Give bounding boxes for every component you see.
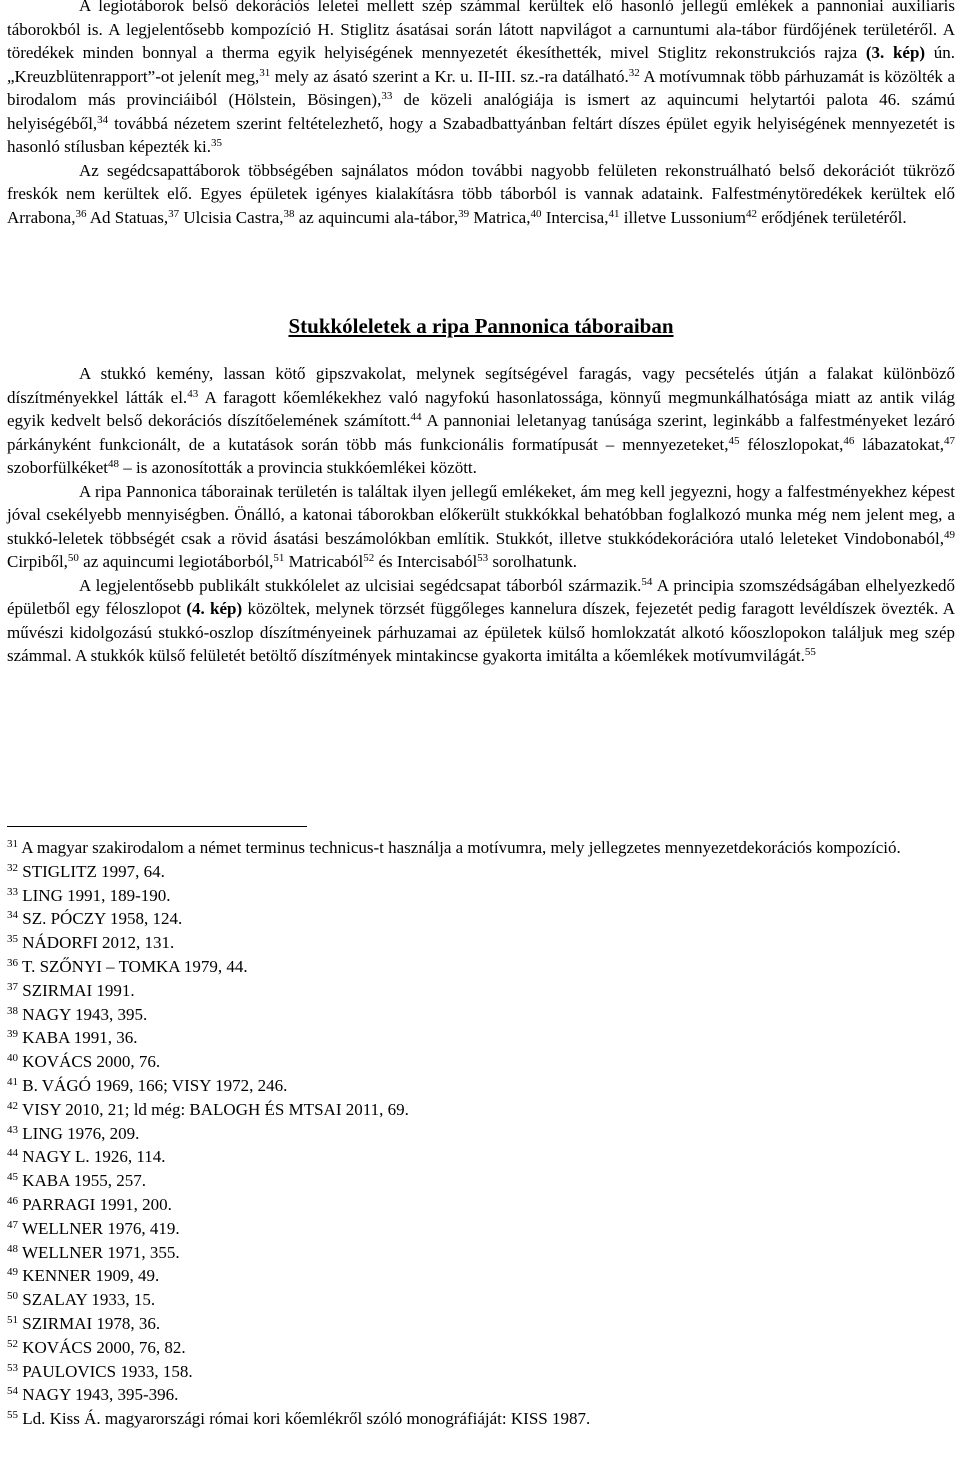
footnote-number: 43: [7, 1123, 18, 1136]
footnote-number: 51: [7, 1313, 18, 1326]
footnote-number: 52: [7, 1337, 18, 1350]
text-run: Cirpiből,: [7, 552, 68, 571]
footnote-reference[interactable]: 36: [75, 207, 87, 220]
footnote-number: 37: [7, 980, 18, 993]
footnote-reference[interactable]: 48: [108, 458, 120, 470]
text-run: A faragott kőemlékekhez való nagyfokú hasonlatossága, könnyű megmunkálhatósága miatt az antik világ egyik kedvelt belső dekorációs díszítőelemének számított.: [7, 387, 955, 430]
footnote: [7, 1193, 955, 1217]
footnote-text: T. SZŐNYI – TOMKA 1979, 44.: [18, 956, 248, 976]
footnote-reference[interactable]: 37: [168, 207, 180, 220]
text-run: de közeli analógiája is ismert az aquincumi helytartói palota 46. számú helyiségéből,: [7, 90, 956, 133]
text-run: szoborfülkéket: [7, 458, 109, 477]
footnote-number: 35: [7, 933, 18, 946]
footnote-text: A magyar szakirodalom a német terminus technicus-t használja a motívumra, mely jellegzetes mennyezetdekorációs kompozíció.: [18, 838, 901, 857]
footnote-reference[interactable]: 39: [458, 207, 470, 220]
text-run: Ulcisia Castra,: [179, 207, 284, 227]
footnote-reference[interactable]: 38: [283, 207, 295, 220]
footnote-reference[interactable]: 49: [944, 528, 955, 541]
footnote-text: Ld. Kiss Á. magyarországi római kori kőemlékről szóló monográfiáját: KISS 1987.: [18, 1409, 591, 1429]
text-run: A legjelentősebb publikált stukkólelet az ulcisiai segédcsapat táborból származik.: [79, 575, 642, 595]
footnote-number: 32: [7, 861, 18, 874]
footnote: [7, 1264, 955, 1288]
footnote-number: 46: [7, 1194, 18, 1207]
footnote-reference[interactable]: 54: [641, 575, 653, 588]
footnote-number: 53: [7, 1361, 18, 1374]
footnote-reference[interactable]: 46: [843, 434, 855, 447]
footnote: [7, 1145, 955, 1169]
footnote: [7, 1074, 955, 1098]
footnote-text: NÁDORFI 2012, 131.: [18, 933, 175, 953]
text-run: Ad Statuas,: [86, 207, 169, 227]
footnote-text: WELLNER 1976, 419.: [18, 1218, 180, 1238]
footnote: [7, 931, 955, 955]
footnote: [7, 1241, 955, 1265]
footnotes-list: [7, 836, 955, 1431]
footnote-text: PARRAGI 1991, 200.: [18, 1194, 172, 1214]
paragraph: [7, 159, 955, 230]
text-run: lábazatokat,: [854, 434, 945, 454]
footnote-text: WELLNER 1971, 355.: [18, 1242, 180, 1262]
footnote-number: 47: [7, 1218, 18, 1231]
footnote-number: 31: [7, 838, 18, 850]
footnote: [7, 1050, 955, 1074]
footnote-number: 42: [7, 1099, 18, 1112]
footnote-reference[interactable]: 33: [381, 90, 393, 102]
footnote: [7, 1312, 955, 1336]
footnote-text: NAGY 1943, 395.: [18, 1004, 148, 1024]
footnote-number: 36: [7, 956, 18, 969]
footnote-text: PAULOVICS 1933, 158.: [18, 1361, 193, 1381]
footnote-text: SZ. PÓCZY 1958, 124.: [18, 909, 183, 929]
text-run: erődjének területéről.: [757, 207, 907, 227]
text-run: az aquincumi ala-tábor,: [294, 207, 459, 227]
footnote: [7, 1407, 955, 1431]
footnote-reference[interactable]: 42: [746, 207, 758, 220]
text-run: Az segédcsapattáborok többségében sajnálatos módon további nagyobb felületen rekonstruálható belső dekorációt tükröző freskók nem kerültek elő. Egyes épületek igényes kialakításra több táborból is vannak adataink. Falfestménytöredékek kerültek elő Arrabona,: [7, 160, 955, 227]
footnote-reference[interactable]: 41: [608, 207, 620, 220]
footnote: [7, 1169, 955, 1193]
footnote-reference[interactable]: 51: [273, 552, 285, 564]
footnote-number: 33: [7, 885, 18, 898]
footnote: [7, 1288, 955, 1312]
figure-reference: (3. kép): [865, 43, 926, 62]
footnote-text: VISY 2010, 21; ld még: BALOGH ÉS MTSAI 2011, 69.: [18, 1099, 409, 1119]
footnote-text: SZIRMAI 1978, 36.: [18, 1313, 161, 1333]
footnote: [7, 1003, 955, 1027]
text-run: ún. „Kreuzblütenrapport”-ot jelenít meg,: [7, 43, 955, 86]
text-run: A pannoniai leletanyag tanúsága szerint, leginkább a falfestményeket lezáró párkányként funkcionált, de a kutatások során több más funkcionális formatípusát – mennyezeteket,: [7, 411, 955, 454]
text-run: és Intercisaból: [374, 552, 478, 571]
text-run: Matricaból: [284, 552, 364, 571]
footnote-number: 55: [7, 1409, 18, 1422]
text-run: mely az ásató szerint a Kr. u. II-III. sz.-ra datálható.: [270, 66, 629, 86]
footnote: [7, 1336, 955, 1360]
paragraph: [7, 480, 955, 574]
footnote-text: KABA 1955, 257.: [18, 1171, 146, 1191]
footnote-number: 54: [7, 1385, 18, 1398]
text-run: – is azonosították a provincia stukkóemlékei között.: [119, 458, 477, 477]
text-run: féloszlopokat,: [739, 434, 844, 454]
text-run: A motívumnak több párhuzamát is közölték a birodalom más provinciáiból (Hölstein, Bösingen),: [7, 66, 955, 109]
footnote-text: B. VÁGÓ 1969, 166; VISY 1972, 246.: [18, 1075, 288, 1095]
footnote-reference[interactable]: 52: [363, 552, 375, 564]
footnote-reference[interactable]: 45: [728, 434, 740, 447]
text-run: illetve Lussonium: [619, 207, 747, 227]
footnote-reference[interactable]: 47: [944, 434, 956, 447]
footnote: [7, 1383, 955, 1407]
text-run: közöltek, melynek törzsét függőleges kannelura díszek, fejezetét pedig faragott levéldíszek övezték. A művészi kidolgozású stukkó-oszlop díszítményeinek párhuzamai az épületek külső homlokzatát alkotó kőoszlopokon találjuk meg szép számmal. A stukkók külső felületét betöltő díszítmények mintakincse gyakorta imitálta a kőemlékek motívumvilágát.: [7, 599, 956, 665]
figure-reference: (4. kép): [186, 599, 243, 618]
text-run: továbbá nézetem szerint feltételezhető, hogy a Szabadbattyánban feltárt díszes épület egyik helyiségének mennyezetét is hasonló stílusban képezték ki.: [7, 113, 955, 156]
footnote-reference[interactable]: 44: [410, 411, 422, 423]
text-run: sorolhatunk.: [488, 552, 577, 571]
footnote-text: LING 1976, 209.: [18, 1123, 140, 1143]
text-run: A legiotáborok belső dekorációs leletei mellett szép számmal kerültek elő hasonló jellegű emlékek a pannoniai auxiliaris táborokból is. A legjelentősebb kompozíció H. Stiglitz ásatásai során látott napvilágot a carnuntumi ala-tábor fürdőjének területéről. A töredékek minden bonnyal a therma egyik helyiségének mennyezetét ékesíthették, mivel Stiglitz rekonstrukciós rajza: [7, 0, 955, 62]
footnote-reference[interactable]: 55: [804, 646, 816, 658]
footnote-reference[interactable]: 34: [97, 113, 109, 126]
footnote-number: 38: [7, 1004, 18, 1017]
footnote-number: 48: [7, 1242, 18, 1255]
footnote-text: KABA 1991, 36.: [18, 1028, 138, 1048]
footnote-number: 50: [7, 1290, 18, 1303]
footnote-reference[interactable]: 50: [67, 552, 79, 564]
footnote-reference[interactable]: 31: [259, 66, 271, 79]
footnote: [7, 1217, 955, 1241]
footnote-number: 39: [7, 1028, 18, 1041]
footnote-text: KOVÁCS 2000, 76, 82.: [18, 1337, 186, 1357]
text-run: Intercisa,: [541, 207, 609, 227]
footnote-text: SZALAY 1933, 15.: [18, 1290, 156, 1310]
footnote: [7, 836, 955, 860]
body-text-stukko-section: [7, 362, 955, 668]
footnote-number: 49: [7, 1266, 18, 1279]
text-run: A stukkó kemény, lassan kötő gipszvakolat, melynek segítségével faragás, vagy pecsételés útján a falakat különböző díszítményekkel látták el.: [7, 364, 955, 407]
footnote-reference[interactable]: 32: [628, 66, 640, 79]
footnote: [7, 955, 955, 979]
footnote-text: KOVÁCS 2000, 76.: [18, 1052, 161, 1072]
footnote-text: NAGY 1943, 395-396.: [18, 1385, 179, 1405]
text-run: az aquincumi legiotáborból,: [78, 552, 274, 571]
footnote: [7, 1360, 955, 1384]
footnote-text: LING 1991, 189-190.: [18, 885, 171, 905]
footnote-reference[interactable]: 53: [477, 552, 489, 564]
footnote-number: 45: [7, 1171, 18, 1184]
footnote: [7, 979, 955, 1003]
footnote-text: NAGY L. 1926, 114.: [18, 1147, 166, 1167]
text-run: Matrica,: [469, 207, 531, 227]
footnote: [7, 907, 955, 931]
footnote: [7, 1122, 955, 1146]
paragraph: [7, 0, 955, 159]
footnote-reference[interactable]: 35: [210, 137, 222, 149]
paragraph: [7, 362, 955, 480]
footnote-separator: [7, 826, 307, 827]
text-run: A principia szomszédságában elhelyezkedő épületből egy féloszlopot: [7, 575, 955, 618]
footnote: [7, 884, 955, 908]
footnote-number: 41: [7, 1075, 18, 1088]
footnote-reference[interactable]: 43: [187, 387, 199, 400]
footnote-number: 40: [7, 1052, 18, 1065]
footnote-text: SZIRMAI 1991.: [18, 980, 135, 1000]
footnote-text: KENNER 1909, 49.: [18, 1266, 160, 1286]
paragraph: [7, 574, 955, 668]
body-text-top: [7, 0, 955, 229]
footnote: [7, 1098, 955, 1122]
footnote-reference[interactable]: 40: [530, 207, 542, 220]
footnote-text: STIGLITZ 1997, 64.: [18, 861, 165, 881]
section-heading: Stukkóleletek a ripa Pannonica táboraiban: [288, 314, 674, 338]
text-run: A ripa Pannonica táborainak területén is találtak ilyen jellegű emlékeket, ám meg kell jegyezni, hogy a falfestményekhez képest jóval csekélyebb mennyiségben. Önálló, a katonai táborokban előkerült stukkókkal behatóbban foglalkozó munka még nem jelent meg, a stukkó-leletek többségét csak a rövid ásatási beszámolókban említik. Stukkót, illetve stukkódekorációra utaló leleteket Vindobonaból,: [7, 481, 955, 548]
footnote: [7, 1026, 955, 1050]
footnote-number: 34: [7, 909, 18, 922]
footnote: [7, 860, 955, 884]
footnote-number: 44: [7, 1147, 18, 1160]
